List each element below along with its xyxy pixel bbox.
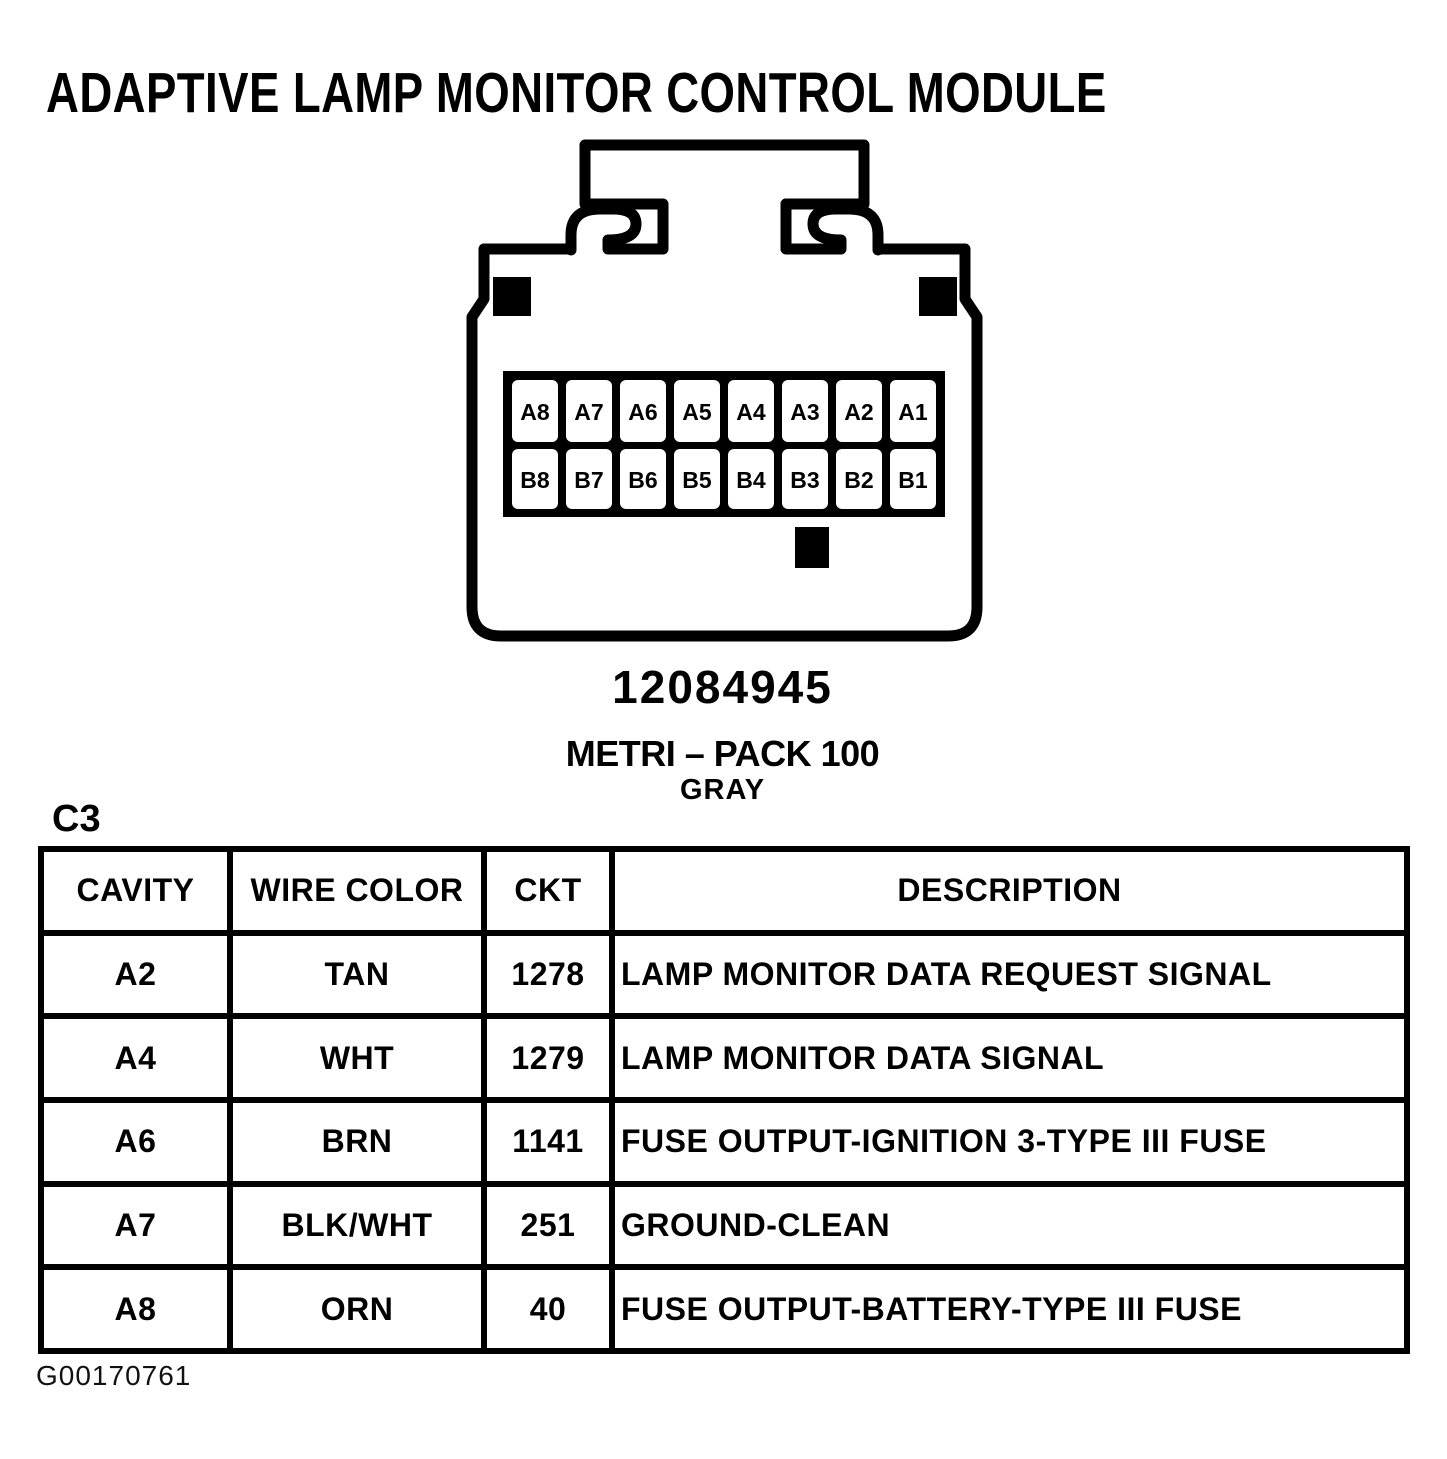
index-mark-left [493,277,531,316]
cell-cavity: A2 [44,936,227,1014]
cell-wire-color: WHT [233,1019,481,1097]
cell-cavity: A4 [44,1019,227,1097]
cell-ckt: 40 [487,1270,609,1348]
pin-label: B6 [628,467,658,493]
pin-grid [503,371,945,517]
cell-ckt: 1278 [487,936,609,1014]
left-latch-hook [571,204,663,250]
index-mark-right [919,277,957,316]
pin-label: A7 [574,399,604,425]
cell-ckt: 251 [487,1187,609,1265]
column-header-cavity: CAVITY [44,852,227,930]
cell-ckt: 1141 [487,1103,609,1181]
cell-description: FUSE OUTPUT-BATTERY-TYPE III FUSE [615,1270,1404,1348]
cell-description: GROUND-CLEAN [615,1187,1404,1265]
pin-label: A8 [520,399,550,425]
page-title: ADAPTIVE LAMP MONITOR CONTROL MODULE [46,61,1107,125]
connector-label-c3: C3 [52,798,101,840]
figure-id: G00170761 [36,1360,192,1391]
mounting-tab [585,145,864,204]
cell-description: LAMP MONITOR DATA SIGNAL [615,1019,1404,1097]
pin-label: B2 [844,467,874,493]
cell-wire-color: TAN [233,936,481,1014]
pin-label: A5 [682,399,712,425]
pin-label: B4 [736,467,766,493]
pin-label: B1 [898,467,928,493]
cell-cavity: A7 [44,1187,227,1265]
cell-wire-color: BLK/WHT [233,1187,481,1265]
column-header-wire-color: WIRE COLOR [233,852,481,930]
cell-description: LAMP MONITOR DATA REQUEST SIGNAL [615,936,1404,1014]
cell-wire-color: BRN [233,1103,481,1181]
connector-series: METRI – PACK 100 [565,733,880,774]
cell-cavity: A8 [44,1270,227,1348]
connector-diagram [430,130,1020,675]
cell-description: FUSE OUTPUT-IGNITION 3-TYPE III FUSE [615,1103,1404,1181]
cell-wire-color: ORN [233,1270,481,1348]
pin-label: B3 [790,467,820,493]
cell-cavity: A6 [44,1103,227,1181]
pin-label: B7 [574,467,604,493]
column-header-ckt: CKT [487,852,609,930]
pin-label: A1 [898,399,928,425]
pin-label: A4 [736,399,766,425]
connector-housing-color: GRAY [679,774,766,806]
connector-part-number: 12084945 [612,661,833,713]
pin-label: B8 [520,467,550,493]
pin-label: B5 [682,467,712,493]
pin-label: A3 [790,399,820,425]
column-header-description: DESCRIPTION [615,852,1404,930]
pin-label: A2 [844,399,874,425]
pin-label: A6 [628,399,658,425]
pinout-table [38,846,1410,1354]
right-latch-hook [786,204,878,250]
index-mark-bottom [795,527,829,568]
cell-ckt: 1279 [487,1019,609,1097]
